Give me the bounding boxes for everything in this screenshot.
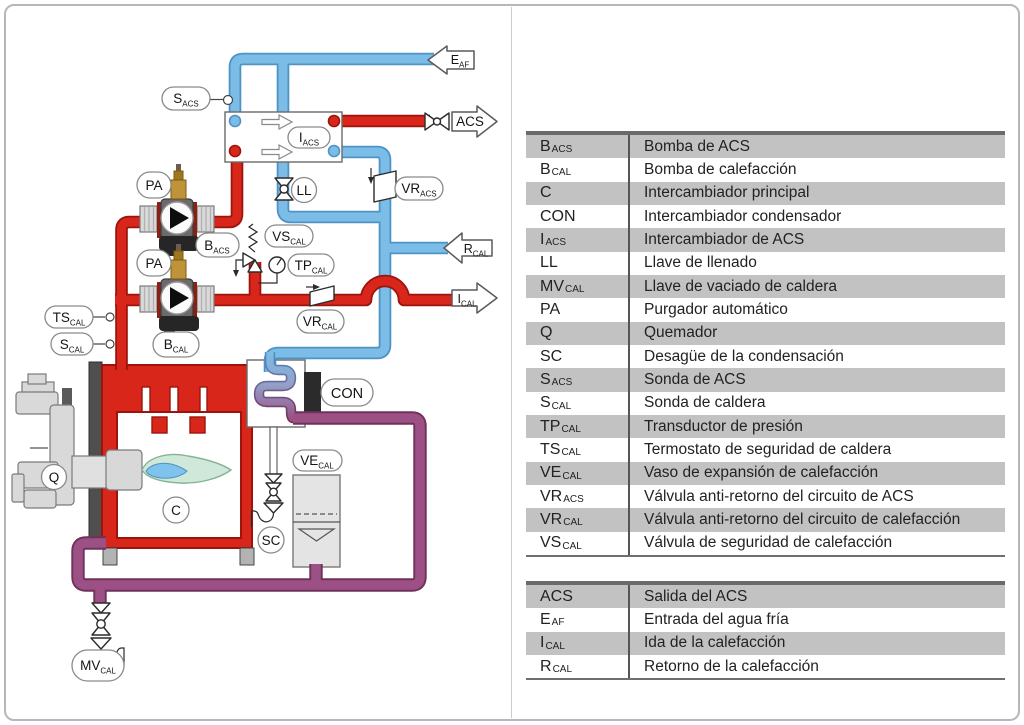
legend-abbr: R CAL bbox=[540, 657, 573, 676]
svg-text:VRACS: $VR_{ACS}$ bbox=[401, 181, 437, 199]
legend-abbr: C bbox=[540, 184, 552, 202]
boiler-foot bbox=[103, 548, 117, 565]
legend-desc: Válvula de seguridad de calefacción bbox=[628, 532, 1005, 555]
svg-text:IACS: $I_{ACS}$ bbox=[298, 130, 320, 148]
svg-text:VRCAL: $VR_{CAL}$ bbox=[302, 314, 338, 332]
legend-desc: Válvula anti-retorno del circuito de calefacción bbox=[628, 508, 1005, 531]
svg-text:TPCAL: $TP_{CAL}$ bbox=[294, 258, 328, 276]
legend-abbr: Q bbox=[540, 324, 553, 342]
valve-flap bbox=[374, 171, 396, 202]
legend-abbr: I CAL bbox=[540, 634, 565, 652]
discharge-arrowhead bbox=[233, 270, 239, 277]
dhw-outlet-valve bbox=[425, 113, 449, 130]
burner-part bbox=[24, 490, 56, 508]
boiler-front-plate bbox=[89, 362, 102, 538]
legend-desc: Sonda de ACS bbox=[628, 368, 1005, 391]
legend-abbr: SC bbox=[540, 347, 563, 365]
legend-row bbox=[526, 275, 1005, 298]
legend-abbr: MV CAL bbox=[540, 277, 585, 296]
cold-water-inlet-arrow bbox=[428, 46, 474, 74]
legend-desc: Purgador automático bbox=[628, 298, 1005, 321]
legend-desc: Quemador bbox=[628, 322, 1005, 345]
legend-row bbox=[526, 462, 1005, 485]
boiler-slot bbox=[200, 387, 207, 413]
svg-text:ICAL: $I_{CAL}$ bbox=[457, 292, 477, 309]
legend-desc: Desagüe de la condensación bbox=[628, 345, 1005, 368]
legend-abbr: TP CAL bbox=[540, 417, 581, 436]
vent-body bbox=[171, 180, 186, 199]
vessel-body bbox=[293, 475, 340, 567]
legend-desc: Intercambiador de ACS bbox=[628, 228, 1005, 251]
legend-abbr: ACS bbox=[540, 587, 573, 605]
legend-abbr: I ACS bbox=[540, 230, 567, 249]
legend-row bbox=[526, 182, 1005, 205]
legend-abbr: VR CAL bbox=[540, 510, 583, 529]
valve-triangle bbox=[265, 474, 282, 483]
legend-row bbox=[526, 585, 1005, 608]
legend-desc: Válvula anti-retorno del circuito de ACS bbox=[628, 485, 1005, 508]
sensor-dot bbox=[106, 313, 114, 321]
burner-part bbox=[28, 374, 46, 384]
svg-text:VECAL: $VE_{CAL}$ bbox=[300, 453, 334, 471]
legend-row bbox=[526, 158, 1005, 181]
legend-abbr: E AF bbox=[540, 610, 565, 629]
svg-text:Q: Q bbox=[48, 470, 60, 485]
legend-row bbox=[526, 345, 1005, 368]
spring-icon bbox=[249, 224, 257, 252]
legend-row bbox=[526, 438, 1005, 461]
boiler-fin bbox=[152, 417, 167, 433]
boiler-slot bbox=[142, 387, 150, 413]
svg-text:CON: CON bbox=[330, 386, 364, 402]
legend-desc: Retorno de la calefacción bbox=[628, 655, 1005, 678]
valve-wheel bbox=[97, 620, 105, 628]
pump-base bbox=[159, 316, 199, 331]
port-hot-in bbox=[230, 146, 241, 157]
drain-pipe bbox=[270, 427, 277, 474]
legend-row bbox=[526, 368, 1005, 391]
svg-text:PA: PA bbox=[145, 178, 163, 193]
legend-abbr: S ACS bbox=[540, 370, 573, 389]
siphon-icon bbox=[252, 511, 274, 527]
legend-desc: Ida de la calefacción bbox=[628, 632, 1005, 655]
legend-abbr: TS CAL bbox=[540, 440, 581, 459]
legend-desc: Bomba de ACS bbox=[628, 135, 1005, 158]
valve-triangle bbox=[92, 603, 110, 613]
sensor-dot bbox=[106, 340, 114, 348]
vent-neck bbox=[174, 171, 183, 180]
valve-wheel bbox=[434, 118, 441, 125]
flow-arrowhead bbox=[368, 177, 374, 184]
legend-abbr: VS CAL bbox=[540, 534, 582, 552]
legend-desc: Vaso de expansión de calefacción bbox=[628, 462, 1005, 485]
legend-abbr: PA bbox=[540, 300, 561, 318]
legend-row bbox=[526, 205, 1005, 228]
condensate-drain bbox=[252, 427, 284, 527]
svg-text:EAF: $E_{AF}$ bbox=[450, 53, 470, 70]
legend-row bbox=[526, 415, 1005, 438]
svg-text:VSCAL: $VS_{CAL}$ bbox=[272, 229, 306, 247]
burner-nozzle bbox=[106, 450, 142, 490]
svg-text:PA: PA bbox=[145, 256, 163, 271]
dhw-outlet-arrow bbox=[452, 106, 497, 137]
legend-abbr: S CAL bbox=[540, 394, 572, 412]
legend-row bbox=[526, 392, 1005, 415]
legend-desc: Entrada del agua fría bbox=[628, 608, 1005, 631]
air-vent-dhw bbox=[171, 164, 186, 199]
legend-desc: Bomba de calefacción bbox=[628, 158, 1005, 181]
boiler-slot bbox=[170, 387, 178, 413]
legend-desc: Transductor de presión bbox=[628, 415, 1005, 438]
vent-neck bbox=[174, 251, 183, 260]
legend-desc: Llave de llenado bbox=[628, 252, 1005, 275]
port-cold-out bbox=[329, 146, 340, 157]
svg-text:SCAL: $S_{CAL}$ bbox=[59, 337, 85, 355]
legend-abbr: B CAL bbox=[540, 160, 572, 179]
valve-triangle bbox=[264, 503, 283, 513]
legend-row bbox=[526, 228, 1005, 251]
legend-table-components bbox=[526, 131, 1005, 557]
legend-abbr: CON bbox=[540, 207, 576, 225]
legend-abbr: VR ACS bbox=[540, 487, 584, 506]
legend-row bbox=[526, 322, 1005, 345]
valve-triangle bbox=[91, 638, 111, 649]
legend-desc: Llave de vaciado de caldera bbox=[628, 275, 1005, 298]
legend-abbr: B ACS bbox=[540, 137, 573, 156]
heating-return-arrow bbox=[444, 233, 492, 263]
heating-flow-arrow bbox=[452, 283, 497, 313]
expansion-vessel bbox=[293, 475, 340, 567]
burner-tube bbox=[72, 456, 108, 488]
svg-text:C: C bbox=[171, 503, 181, 518]
legend-row bbox=[526, 298, 1005, 321]
legend-desc: Sonda de caldera bbox=[628, 392, 1005, 415]
svg-text:SC: SC bbox=[261, 533, 281, 548]
svg-text:TSCAL: $TS_{CAL}$ bbox=[52, 310, 86, 328]
legend-desc: Intercambiador condensador bbox=[628, 205, 1005, 228]
boiler-foot bbox=[240, 548, 254, 565]
svg-text:MVCAL: $MV_{CAL}$ bbox=[80, 658, 116, 676]
legend-desc: Termostato de seguridad de caldera bbox=[628, 438, 1005, 461]
legend-desc: Intercambiador principal bbox=[628, 182, 1005, 205]
legend-row bbox=[526, 252, 1005, 275]
port-dhw-out bbox=[329, 116, 340, 127]
vent-body bbox=[171, 260, 186, 279]
legend-row bbox=[526, 135, 1005, 158]
legend-row bbox=[526, 655, 1005, 678]
burner-part bbox=[12, 474, 24, 502]
svg-text:BCAL: $B_{CAL}$ bbox=[163, 337, 189, 355]
svg-text:RCAL: $R_{CAL}$ bbox=[463, 242, 489, 259]
valve-wheel bbox=[270, 488, 278, 496]
pressure-transducer bbox=[258, 257, 285, 283]
legend-row bbox=[526, 632, 1005, 655]
legend-abbr: LL bbox=[540, 254, 558, 272]
legend-row bbox=[526, 485, 1005, 508]
legend-table-connections bbox=[526, 581, 1005, 680]
port-cold-in bbox=[230, 116, 241, 127]
legend-row bbox=[526, 508, 1005, 531]
valve-wheel bbox=[280, 185, 288, 193]
svg-text:SACS: $S_{ACS}$ bbox=[173, 91, 199, 109]
legend-row bbox=[526, 608, 1005, 631]
condenser-flue-block bbox=[304, 372, 321, 412]
boiler-fin bbox=[190, 417, 205, 433]
sensor-dot bbox=[224, 96, 233, 105]
svg-text:BACS: $B_{ACS}$ bbox=[204, 238, 230, 256]
svg-text:LL: LL bbox=[296, 183, 312, 198]
legend-abbr: VE CAL bbox=[540, 464, 582, 482]
legend-desc: Salida del ACS bbox=[628, 585, 1005, 608]
legend-row bbox=[526, 532, 1005, 555]
svg-text:ACS: ACS bbox=[456, 114, 484, 129]
